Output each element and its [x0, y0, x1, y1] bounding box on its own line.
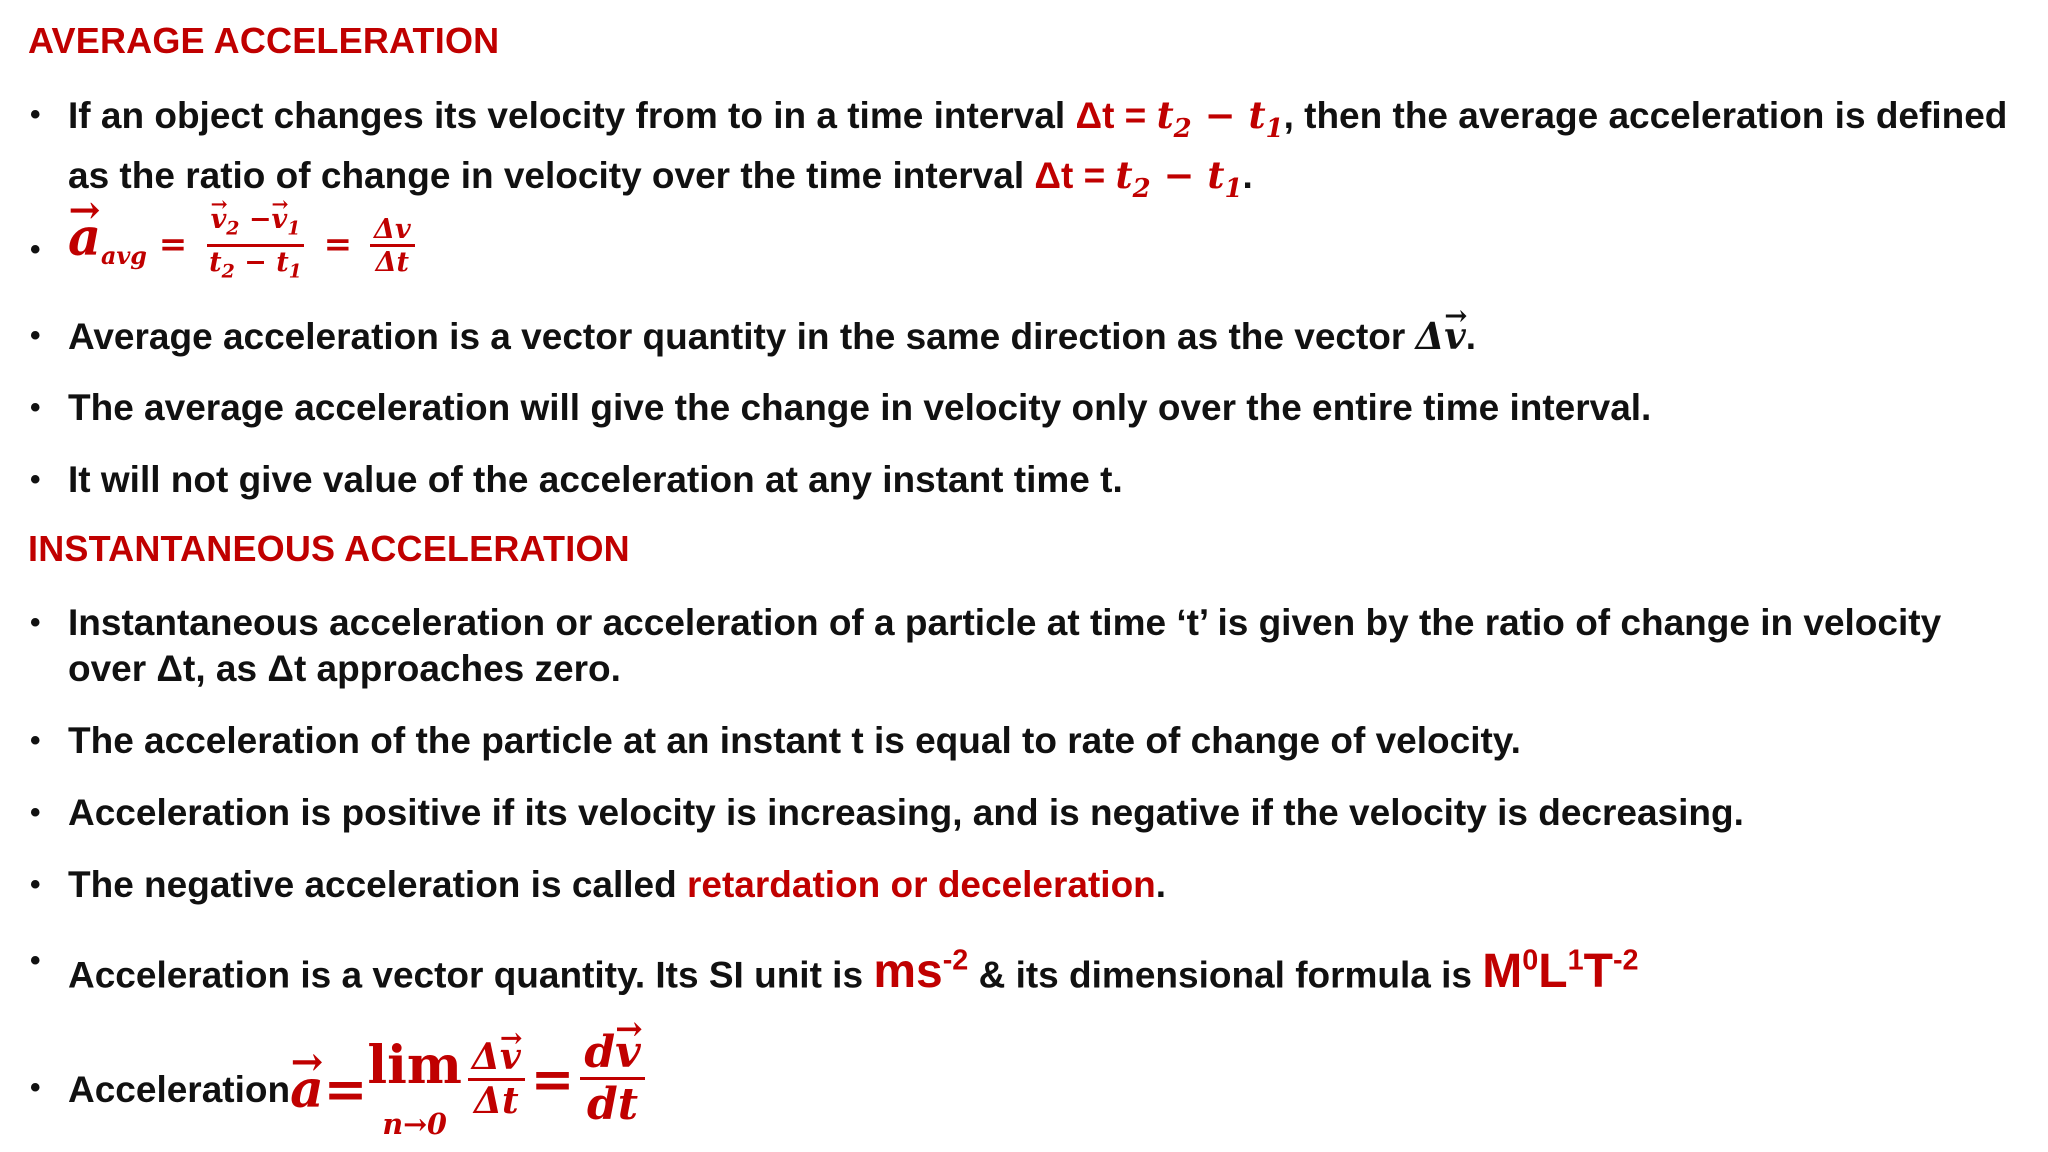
bullet-avg-interval: • The average acceleration will give the change in velocity only over the entire time interval.: [30, 385, 2008, 431]
bullet-dot: •: [30, 233, 41, 266]
bullet-inst-rate: • The acceleration of the particle at an instant t is equal to rate of change of velocity.: [30, 718, 2008, 764]
dimensional-formula: $M^0L^1T^{-2}$: [1482, 945, 1639, 999]
bullet-avg-formula: • → $a_{avg}$ = → $\frac{v_2 -\to v_1}{t_2 - t_1}$ = $\frac{\Delta v}{\Delta t}$: [30, 205, 2008, 288]
bullet-retardation: • The negative acceleration is called retardation or deceleration.: [30, 862, 2008, 908]
bullet-si-unit: • Acceleration is a vector quantity. Its SI unit is $ms^{-2}$ & its dimensional formula is $M^0L^1T^{-2}$: [30, 938, 2008, 998]
bullet-dot: •: [30, 1071, 41, 1104]
bullet-definition-average: • If an object changes its velocity from to in a time interval $\Delta t = t_2 - t_1$, then the average acceleration is defined as the ratio of change in velocity over the time interval $\Delta t = t_2 - t_1$.: [30, 93, 2008, 205]
bullet-inst-definition: • Instantaneous acceleration or acceleration of a particle at time ‘t’ is given by the ratio of change in velocity over Δt, as Δt approaches zero.: [30, 602, 1942, 689]
heading-instantaneous-acceleration: INSTANTANEOUS ACCELERATION: [28, 528, 630, 569]
bullet-dot: •: [30, 606, 41, 639]
bullet-avg-vector: • Average acceleration is a vector quantity in the same direction as the vector Δ→ v.: [30, 313, 2008, 360]
bullet-dot: •: [30, 868, 41, 901]
bullet-avg-instant: • It will not give value of the acceleration at any instant time t.: [30, 457, 2008, 503]
bullet-dot: •: [30, 319, 41, 352]
si-unit: $ms^{-2}$: [873, 945, 969, 999]
bullet-dot: •: [30, 463, 41, 496]
heading-average-acceleration: AVERAGE ACCELERATION: [28, 20, 500, 61]
bullet-acceleration-limit: • Acceleration → a = lim n→0 $\frac{\Delta\to v}{\Delta t}$ = $\frac{d\to v}{dt}$: [30, 1010, 2008, 1150]
bullet-inst-sign: • Acceleration is positive if its velocity is increasing, and is negative if the velocity is decreasing.: [30, 790, 2008, 836]
bullet-dot: •: [30, 724, 41, 757]
bullet-dot: •: [30, 98, 41, 131]
bullet-dot: •: [30, 796, 41, 829]
bullet-dot: •: [30, 391, 41, 424]
bullet-dot: •: [30, 944, 41, 977]
retardation-term: retardation or deceleration: [687, 864, 1156, 905]
